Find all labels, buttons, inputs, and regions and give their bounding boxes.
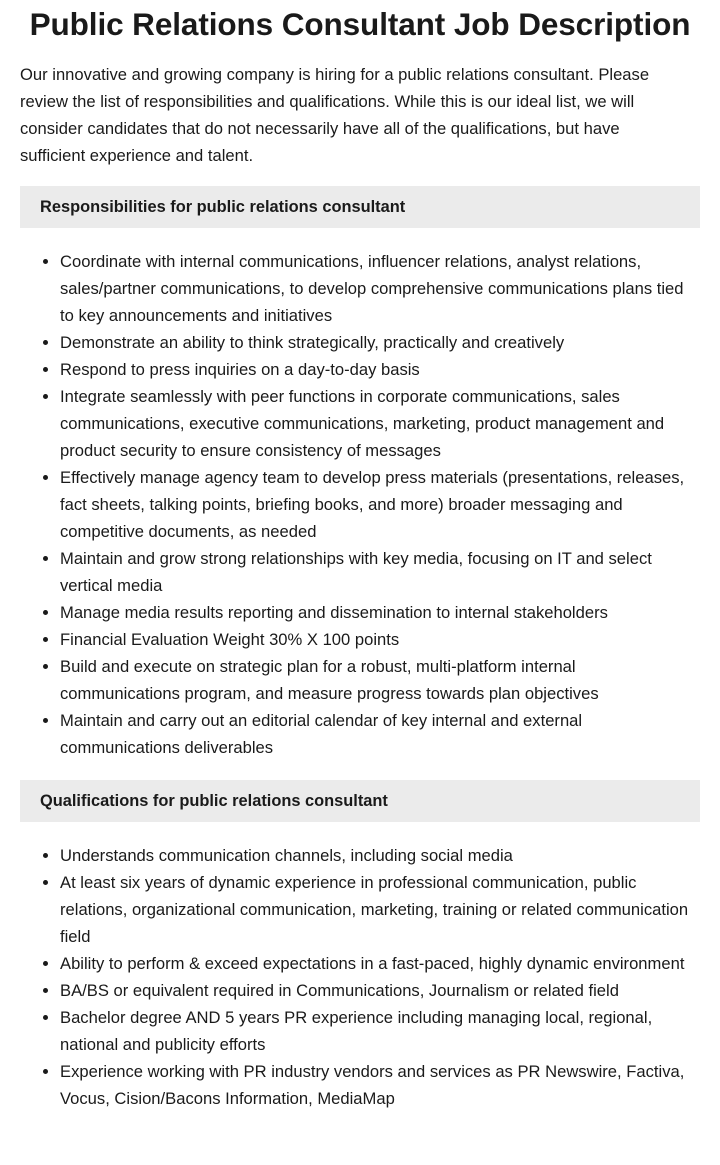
list-item: • Build and execute on strategic plan for a robust, multi-platform internal communications program, and measure progress towards plan objectives	[60, 653, 700, 707]
list-item: • Demonstrate an ability to think strategically, practically and creatively	[60, 329, 700, 356]
list-item: • At least six years of dynamic experience in professional communication, public relations, organizational communication, marketing, training or related communication field	[60, 869, 700, 950]
list-item: • Bachelor degree AND 5 years PR experience including managing local, regional, national and publicity efforts	[60, 1004, 700, 1058]
list-item: • Integrate seamlessly with peer functions in corporate communications, sales communications, executive communications, marketing, product management and product security to ensure consistency of messages	[60, 383, 700, 464]
list-item: • Coordinate with internal communications, influencer relations, analyst relations, sales/partner communications, to develop comprehensive communications plans tied to key announcements and initiatives	[60, 248, 700, 329]
list-item: • Respond to press inquiries on a day-to-day basis	[60, 356, 700, 383]
list-item: • BA/BS or equivalent required in Communications, Journalism or related field	[60, 977, 700, 1004]
list-item: • Ability to perform & exceed expectations in a fast-paced, highly dynamic environment	[60, 950, 700, 977]
intro-paragraph: Our innovative and growing company is hiring for a public relations consultant. Please review the list of responsibilities and qualifications. While this is our ideal list, we will consider candidates that do not necessarily have all of the qualifications, but have sufficient experience and talent.	[20, 65, 650, 165]
list-item: • Manage media results reporting and dissemination to internal stakeholders	[60, 599, 700, 626]
list-item: • Understands communication channels, including social media	[60, 842, 700, 869]
responsibilities-heading: Responsibilities for public relations consultant	[20, 186, 700, 228]
list-item: • Maintain and carry out an editorial calendar of key internal and external communications deliverables	[60, 707, 700, 761]
list-item: • Financial Evaluation Weight 30% X 100 points	[60, 626, 700, 653]
list-item: • Maintain and grow strong relationships with key media, focusing on IT and select vertical media	[60, 545, 700, 599]
list-item: • Experience working with PR industry vendors and services as PR Newswire, Factiva, Vocus, Cision/Bacons Information, MediaMap	[60, 1058, 700, 1112]
qualifications-list	[20, 842, 700, 1112]
responsibilities-list	[20, 248, 700, 761]
qualifications-heading: Qualifications for public relations consultant	[20, 780, 700, 822]
page-title: Public Relations Consultant Job Description	[29, 6, 691, 42]
list-item: • Effectively manage agency team to develop press materials (presentations, releases, fact sheets, talking points, briefing books, and more) broader messaging and competitive documents, as needed	[60, 464, 700, 545]
